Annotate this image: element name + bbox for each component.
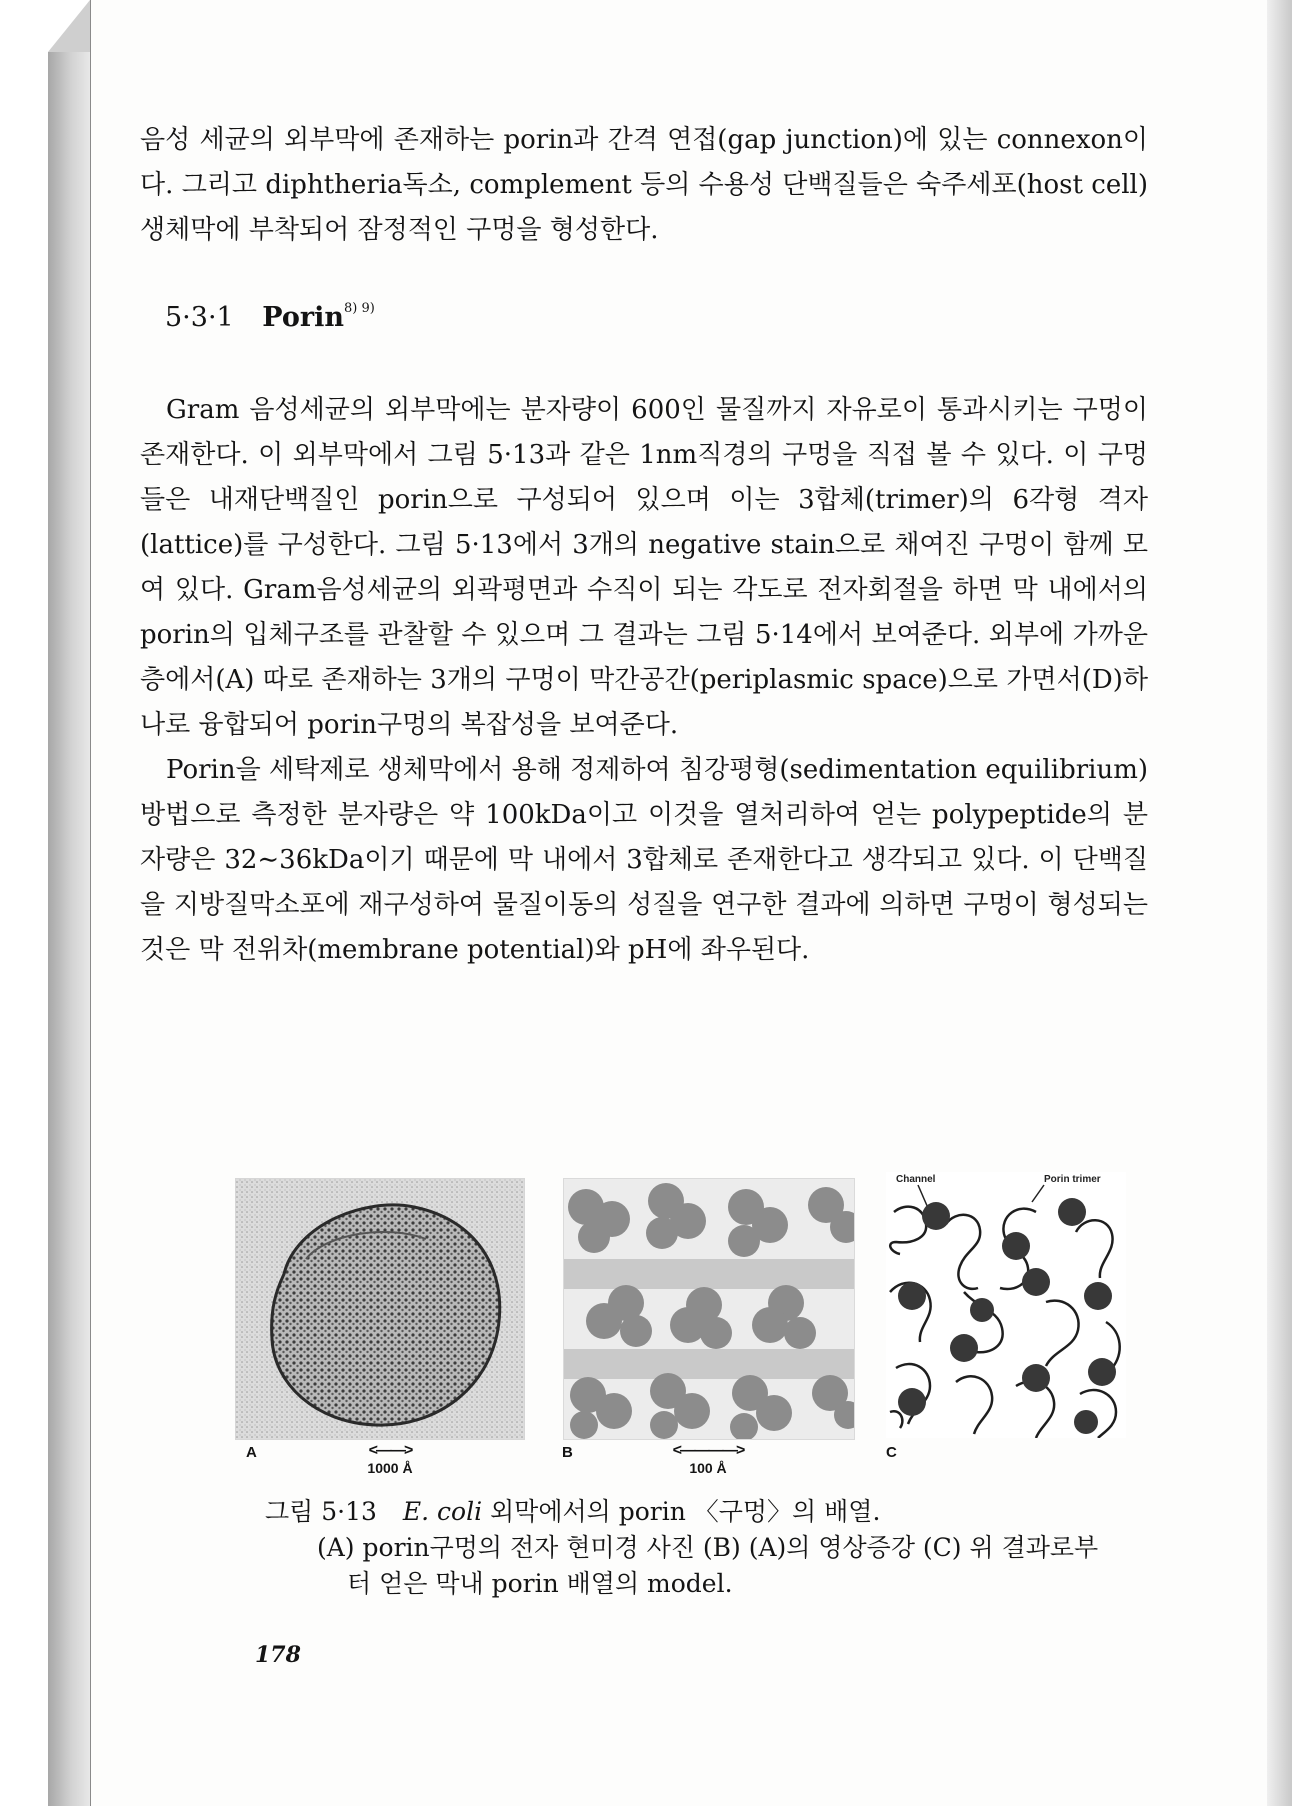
paragraph-1: Gram 음성세균의 외부막에는 분자량이 600인 물질까지 자유로이 통과시키는 구멍이 존재한다. 이 외부막에서 그림 5·13과 같은 1nm직경의 구멍을 직접 볼 수 있다. 이 구멍들은 내재단백질인 porin으로 구성되어 있으며 이는 3합체(trimer)의 6각형 격자(lattice)를 구성한다. 그림 5·13에서 3개의 negative stain으로 채여진 구멍이 함께 모여 있다. Gram음성세균의 외곽평면과 수직이 되는 각도로 전자회절을 하면 막 내에서의 porin의 입체구조를 관찰할 수 있으며 그 결과는 그림 5·14에서 보여준다. 외부에 가까운 층에서(A) 따로 존재하는 3개의 구멍이 막간공간(periplasmic space)으로 가면서(D)하나로 융합되어 porin구멍의 복잡성을 보여준다.: [140, 395, 1148, 740]
intro-paragraph: 음성 세균의 외부막에 존재하는 porin과 간격 연접(gap junction)에 있는 connexon이다. 그리고 diphtheria독소, complement 등의 수용성 단백질들은 숙주세포(host cell) 생체막에 부착되어 잠정적인 구멍을 형성한다.: [140, 125, 1148, 245]
scale-bar-a-arrow: <——>: [368, 1442, 412, 1459]
page-number: 178: [255, 1642, 301, 1668]
panel-c-letter: C: [886, 1444, 897, 1461]
caption-species: E. coli: [402, 1497, 483, 1526]
panel-b-letter: B: [562, 1444, 573, 1461]
scale-bar-a-label: 1000 Å: [367, 1460, 413, 1476]
channel-pointer: [918, 1185, 928, 1208]
scale-bar-a: [348, 1442, 432, 1476]
panel-a-letter: A: [246, 1444, 257, 1461]
figure-panel-c-model: [886, 1172, 1126, 1438]
page-edge-shadow: [1264, 0, 1292, 1806]
section-references: 8) 9): [344, 301, 375, 316]
enhanced-image: [564, 1179, 854, 1439]
trimer-pointer: [1032, 1185, 1044, 1202]
figure-caption: [265, 1494, 1125, 1602]
porin-model-diagram: [886, 1172, 1126, 1438]
micrograph-image: [236, 1179, 524, 1439]
scale-bar-b: [650, 1442, 766, 1476]
figure-panel-a-micrograph: [235, 1178, 525, 1440]
section-number: 5·3·1: [165, 302, 234, 333]
caption-title-line: [265, 1494, 1125, 1530]
caption-figure-number: 그림 5·13: [265, 1497, 377, 1526]
section-heading: [165, 302, 375, 333]
book-spine-edge: [48, 0, 90, 1806]
body-text-block: [140, 388, 1148, 973]
porin-trimer-label: Porin trimer: [1044, 1174, 1101, 1185]
scale-bar-b-arrow: <————>: [672, 1442, 744, 1459]
book-spine-corner: [48, 0, 90, 52]
caption-detail-line-2: 터 얻은 막내 porin 배열의 model.: [347, 1569, 733, 1598]
caption-detail-line-1: (A) porin구멍의 전자 현미경 사진 (B) (A)의 영상증강 (C) 위 결과로부: [317, 1533, 1099, 1562]
paragraph-2: Porin을 세탁제로 생체막에서 용해 정제하여 침강평형(sedimentation equilibrium)방법으로 측정한 분자량은 약 100kDa이고 이것을 열처리하여 얻는 polypeptide의 분자량은 32∼36kDa이기 때문에 막 내에서 3합체로 존재한다고 생각되고 있다. 이 단백질을 지방질막소포에 재구성하여 물질이동의 성질을 연구한 결과에 의하면 구멍이 형성되는 것은 막 전위차(membrane potential)와 pH에 좌우된다.: [140, 755, 1148, 965]
intro-paragraph-block: [140, 118, 1148, 253]
channel-circles: [898, 1198, 1116, 1434]
section-title: Porin: [262, 302, 344, 333]
caption-title-text: 외막에서의 porin 〈구멍〉의 배열.: [490, 1497, 881, 1526]
figure-panel-b-enhanced: [563, 1178, 855, 1440]
channel-label: Channel: [896, 1174, 936, 1185]
scale-bar-b-label: 100 Å: [689, 1460, 727, 1476]
